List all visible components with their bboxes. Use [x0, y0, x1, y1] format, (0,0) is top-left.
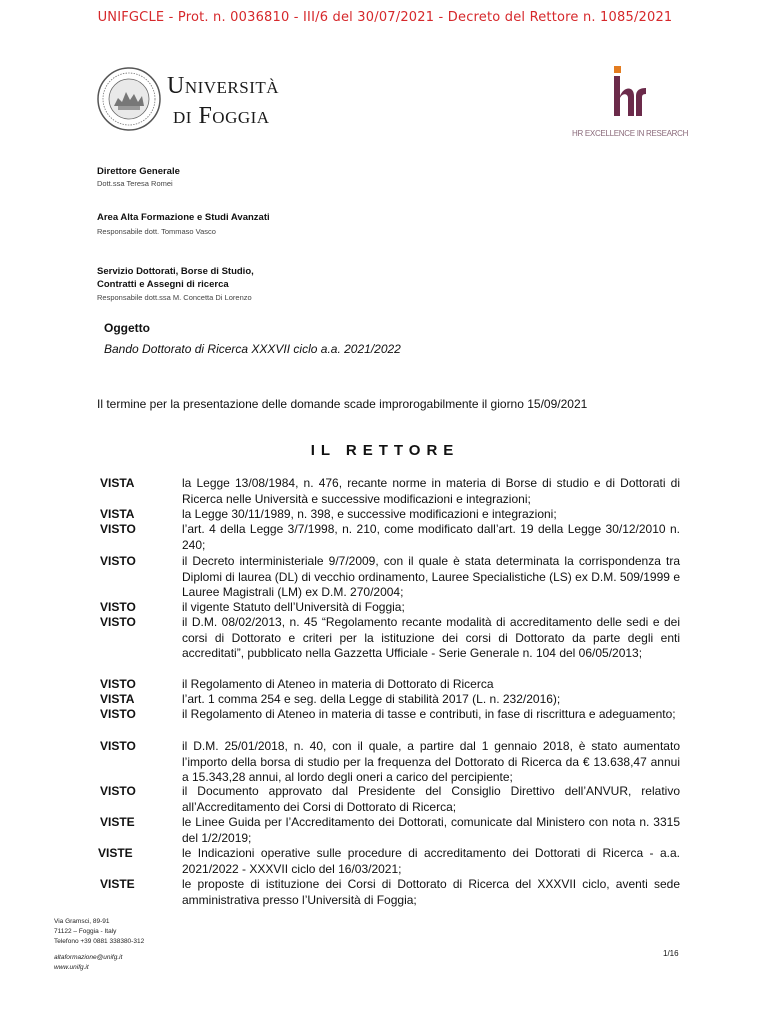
clause-text: il Documento approvato dal Presidente del Consiglio Direttivo dell’ANVUR, relativo all’Accreditamento dei Corsi di Dottorato di Ricerca;: [182, 784, 680, 814]
hr-logo-caption: HR EXCELLENCE IN RESEARCH: [572, 129, 689, 138]
university-name-line1: Università: [167, 73, 280, 99]
clause-text: il Decreto interministeriale 9/7/2009, con il quale è stata determinata la corrispondenza tra Diplomi di laurea (DL) di vecchio ordinamento, Lauree Specialistiche (LS) ex D.M. 509/1999 e Lauree Magistrali (LM) ex D.M. 270/2004;: [182, 554, 680, 599]
clause-text: il Regolamento di Ateneo in materia di Dottorato di Ricerca: [182, 677, 494, 691]
section-servizio: [97, 266, 254, 302]
footer-email-link[interactable]: altaformazione@unifg.it: [54, 954, 123, 961]
footer-website-link[interactable]: www.unifg.it: [54, 964, 89, 971]
clause-keyword: VISTE: [100, 815, 135, 829]
section-title: Servizio Dottorati, Borse di Studio,: [97, 266, 254, 277]
il-rettore-heading: IL RETTORE: [310, 442, 460, 459]
section-subtitle: Dott.ssa Teresa Romei: [97, 179, 173, 188]
section-title: Area Alta Formazione e Studi Avanzati: [97, 212, 270, 223]
clause-text: le Indicazioni operative sulle procedure di accreditamento dei Dottorati di Ricerca - a.a. 2021/2022 - XXXVII ciclo del 16/03/2021;: [182, 846, 680, 876]
clause-keyword: VISTA: [100, 692, 135, 706]
footer-phone: Telefono +39 0881 338380-312: [54, 938, 145, 945]
clause-keyword: VISTE: [98, 846, 133, 860]
clause-keyword: VISTA: [100, 476, 135, 490]
deadline-notice: Il termine per la presentazione delle domande scade improrogabilmente il giorno 15/09/2021: [97, 397, 588, 411]
university-seal-logo: [96, 66, 162, 132]
footer-address-street: Via Gramsci, 89-91: [54, 918, 110, 925]
clause-text: il D.M. 25/01/2018, n. 40, con il quale, a partire dal 1 gennaio 2018, è stato aumentato l’importo della borsa di studio per la frequenza del Dottorato di Ricerca da € 13.638,47 annui a 15.343,28 annui, al lordo degli oneri a carico del percipiente;: [182, 739, 680, 784]
clause-keyword: VISTA: [100, 507, 135, 521]
clause-text: le Linee Guida per l’Accreditamento dei Dottorati, comunicate dal Ministero con nota n. 3315 del 1/2/2019;: [182, 815, 680, 845]
clause-keyword: VISTO: [100, 739, 136, 753]
university-name-line2: di Foggia: [173, 103, 270, 129]
clause-keyword: VISTO: [100, 784, 136, 798]
clause-keyword: VISTE: [100, 877, 135, 891]
clause-keyword: VISTO: [100, 677, 136, 691]
clause-keyword: VISTO: [100, 615, 136, 629]
section-direttore: [97, 166, 180, 188]
hr-excellence-logo: [600, 62, 650, 122]
clause-text: il Regolamento di Ateneo in materia di tasse e contributi, in fase di riscrittura e adeguamento;: [182, 707, 676, 721]
protocol-stamp: UNIFGCLE - Prot. n. 0036810 - III/6 del 30/07/2021 - Decreto del Rettore n. 1085/2021: [97, 10, 673, 25]
clause-keyword: VISTO: [100, 600, 136, 614]
clause-keyword: VISTO: [100, 554, 136, 568]
oggetto-text: Bando Dottorato di Ricerca XXXVII ciclo a.a. 2021/2022: [104, 342, 401, 356]
footer-contacts: [54, 917, 144, 973]
section-title-2: Contratti e Assegni di ricerca: [97, 279, 229, 290]
clause-keyword: VISTO: [100, 707, 136, 721]
university-name: [167, 74, 279, 128]
clause-text: la Legge 13/08/1984, n. 476, recante norme in materia di Borse di studio e di Dottorati di Ricerca nelle Università e successive modificazioni e integrazioni;: [182, 476, 680, 506]
clause-text: il vigente Statuto dell’Università di Foggia;: [182, 600, 405, 614]
section-title: Direttore Generale: [97, 166, 180, 177]
section-subtitle: Responsabile dott.ssa M. Concetta Di Lorenzo: [97, 293, 252, 302]
clause-keyword: VISTO: [100, 522, 136, 536]
footer-address-city: 71122 – Foggia - Italy: [54, 928, 117, 935]
clause-text: le proposte di istituzione dei Corsi di Dottorato di Ricerca del XXXVII ciclo, aventi sede amministrativa presso l’Università di Foggia;: [182, 877, 680, 907]
oggetto-label: Oggetto: [104, 321, 150, 335]
section-area: [97, 212, 270, 236]
page-number: 1/16: [663, 949, 679, 958]
clause-text: il D.M. 08/02/2013, n. 45 “Regolamento recante modalità di accreditamento delle sedi e dei corsi di Dottorato e criteri per la istituzione dei corsi di Dottorato da parte degli enti accreditati”, pubblicato nella Gazzetta Ufficiale - Serie Generale n. 104 del 06/05/2013;: [182, 615, 680, 660]
clause-text: l’art. 1 comma 254 e seg. della Legge di stabilità 2017 (L. n. 232/2016);: [182, 692, 561, 706]
section-subtitle: Responsabile dott. Tommaso Vasco: [97, 227, 216, 236]
clause-text: l’art. 4 della Legge 3/7/1998, n. 210, come modificato dall’art. 19 della Legge 30/12/2010 n. 240;: [182, 522, 680, 552]
clause-text: la Legge 30/11/1989, n. 398, e successive modificazioni e integrazioni;: [182, 507, 557, 521]
